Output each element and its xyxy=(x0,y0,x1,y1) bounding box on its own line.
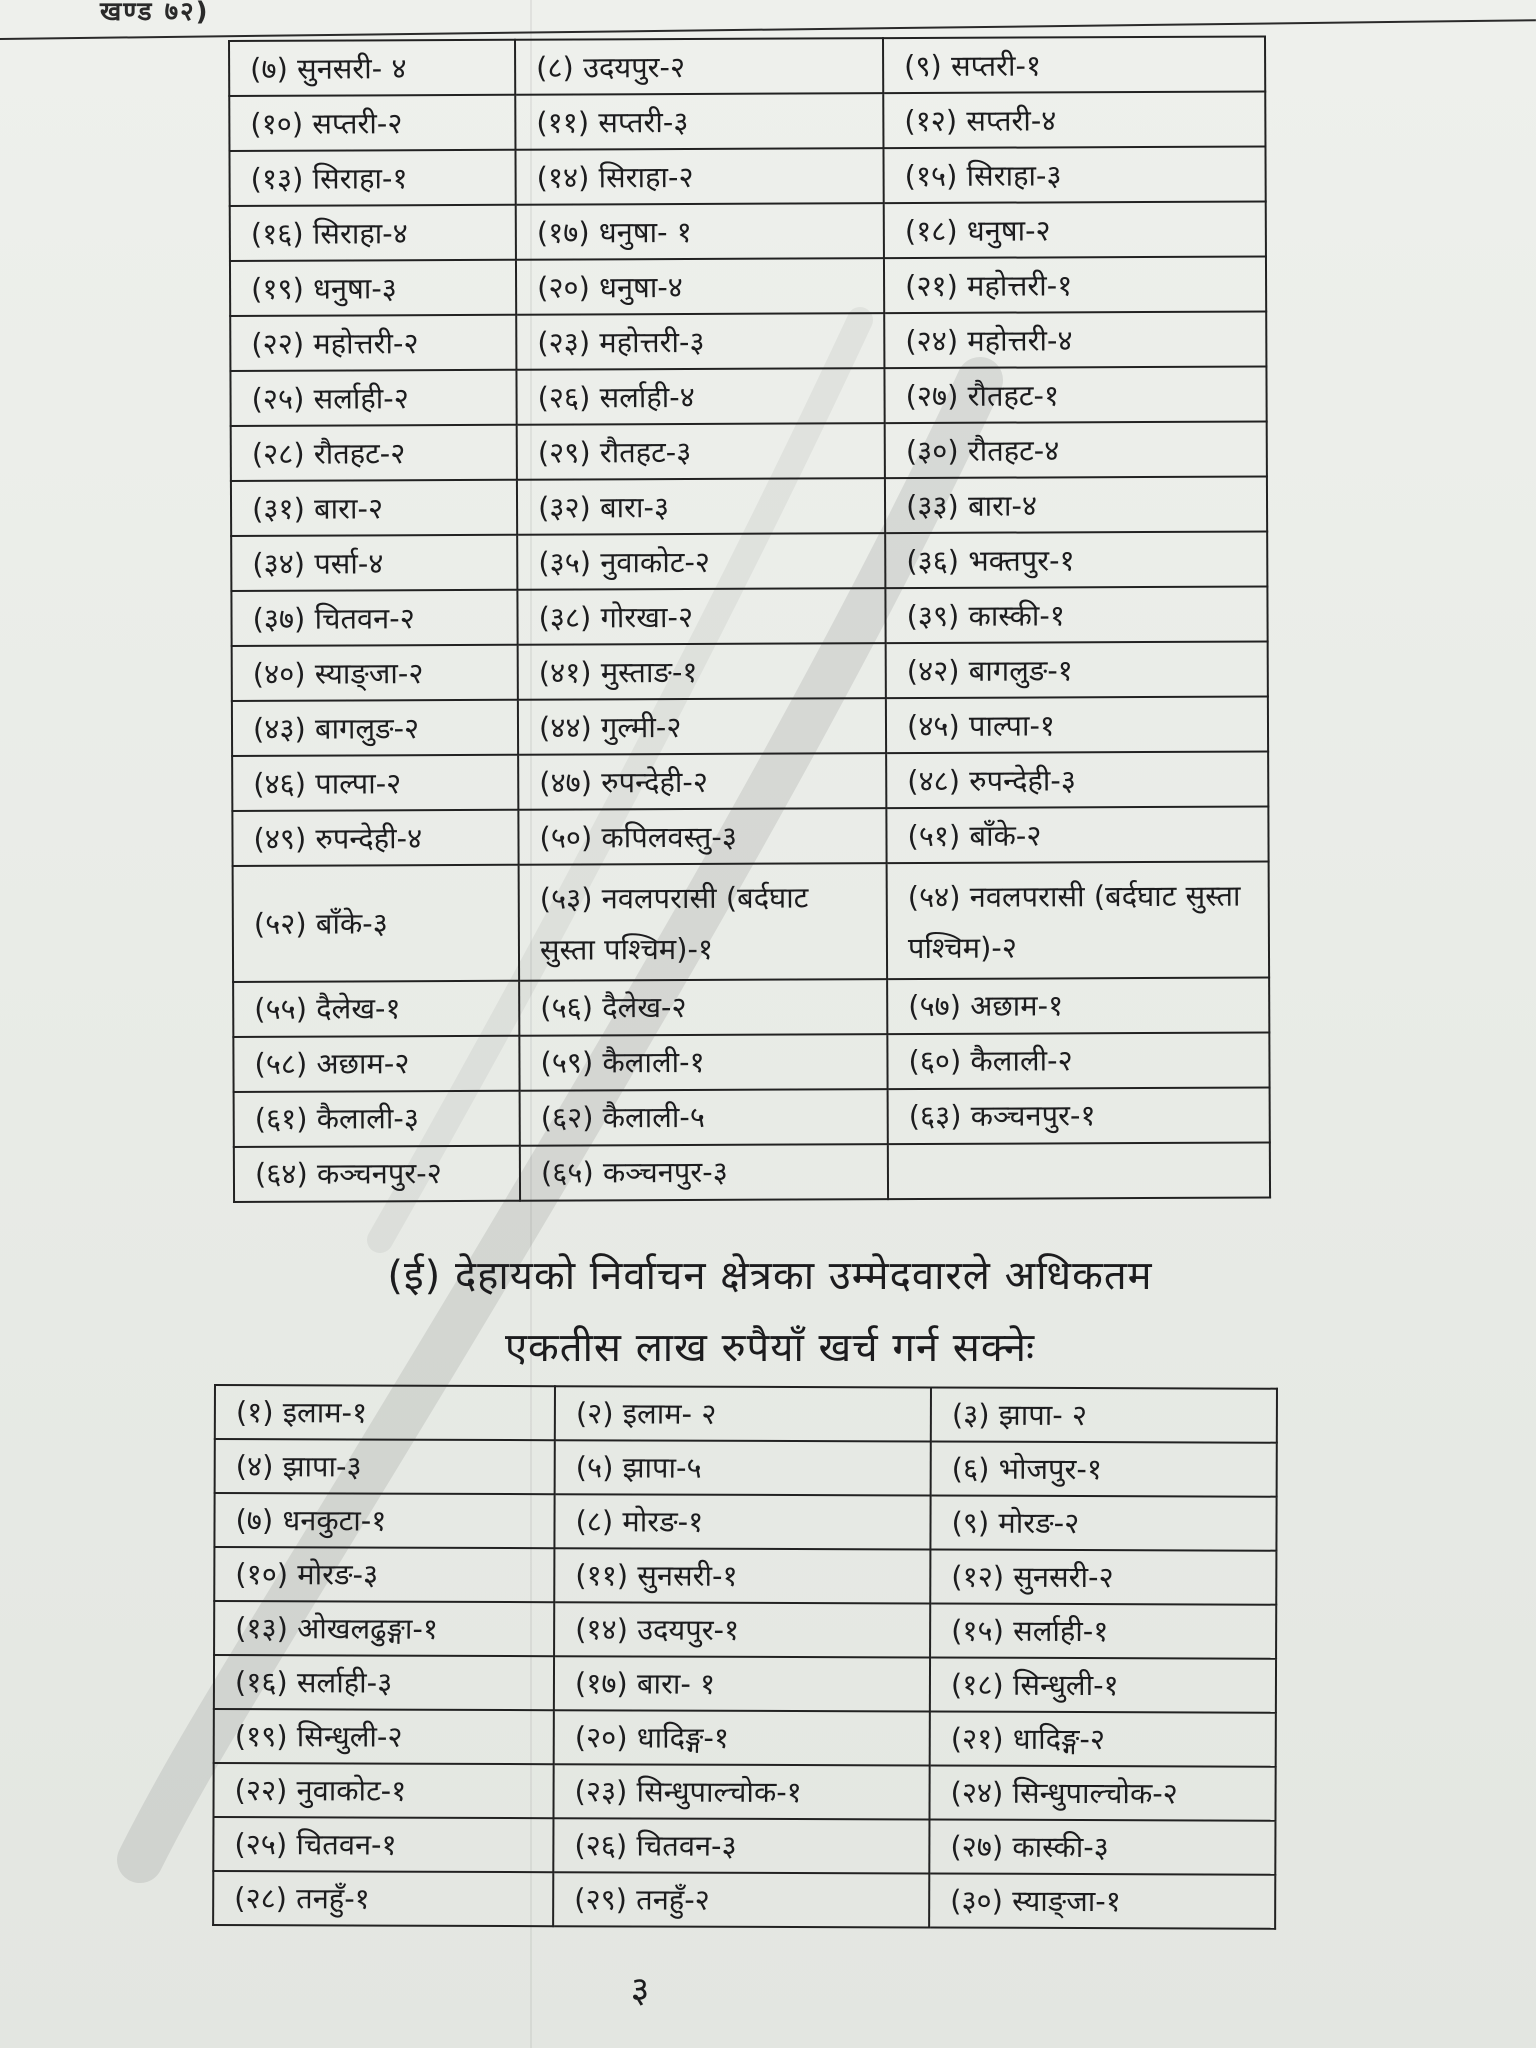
constituency-cell: (६) भोजपुर-१ xyxy=(931,1442,1277,1497)
header-fragment: खण्ड ७२) xyxy=(100,0,210,27)
constituency-cell: (१२) सुनसरी-२ xyxy=(930,1550,1276,1605)
constituency-cell: (३०) रौतहट-४ xyxy=(885,421,1267,478)
constituency-cell: (२४) महोत्तरी-४ xyxy=(884,311,1266,368)
constituency-cell: (५९) कैलाली-१ xyxy=(519,1034,887,1091)
constituency-cell: (१५) सर्लाही-१ xyxy=(930,1604,1276,1659)
table-row xyxy=(213,1763,1275,1821)
section-heading-line-2: एकतीस लाख रुपैयाँ खर्च गर्न सक्नेः xyxy=(504,1325,1036,1371)
constituency-cell: (६५) कञ्चनपुर-३ xyxy=(520,1144,888,1201)
table-row xyxy=(214,1547,1276,1605)
table-row xyxy=(231,531,1267,591)
constituency-cell: (२७) रौतहट-१ xyxy=(884,366,1266,423)
constituency-cell: (८) उदयपुर-२ xyxy=(515,38,883,95)
constituency-cell: (३२) बारा-३ xyxy=(517,478,885,535)
constituency-cell: (२४) सिन्धुपाल्चोक-२ xyxy=(929,1766,1275,1821)
table-row xyxy=(232,751,1268,811)
constituency-cell: (१७) बारा- १ xyxy=(554,1656,930,1711)
constituency-cell: (१९) सिन्धुली-२ xyxy=(214,1709,554,1764)
table-row xyxy=(234,1087,1270,1147)
constituency-cell: (१३) सिराहा-१ xyxy=(229,150,515,206)
constituency-cell: (७) धनकुटा-१ xyxy=(214,1493,554,1548)
table-row xyxy=(230,311,1266,371)
constituency-cell: (७) सुनसरी- ४ xyxy=(229,40,515,96)
constituency-cell: (२०) धनुषा-४ xyxy=(516,258,884,315)
table-row xyxy=(213,1817,1275,1875)
constituency-cell: (२१) धादिङ्ग-२ xyxy=(930,1712,1276,1767)
constituency-cell: (१०) मोरङ-३ xyxy=(214,1547,554,1602)
constituency-cell: (४५) पाल्पा-१ xyxy=(886,696,1268,753)
constituency-cell: (१५) सिराहा-३ xyxy=(883,146,1265,203)
constituency-cell: (१६) सिराहा-४ xyxy=(230,205,516,261)
table-row xyxy=(233,1032,1269,1092)
constituency-cell: (४२) बागलुङ-१ xyxy=(886,641,1268,698)
constituency-cell: (३८) गोरखा-२ xyxy=(517,588,885,645)
constituency-cell: (५२) बाँके-३ xyxy=(233,865,520,982)
constituency-cell: (५) झापा-५ xyxy=(555,1440,931,1495)
constituency-cell: (२९) तनहुँ-२ xyxy=(553,1872,929,1927)
table-row xyxy=(231,421,1267,481)
page-number: ३ xyxy=(630,1970,650,2011)
constituency-cell: (२०) धादिङ्ग-१ xyxy=(554,1710,930,1765)
table-row xyxy=(213,1871,1275,1929)
constituency-cell: (३४) पर्सा-४ xyxy=(231,535,517,591)
constituency-cell xyxy=(888,1142,1270,1199)
constituency-cell: (२१) महोत्तरी-१ xyxy=(884,256,1266,313)
constituency-cell: (४०) स्याङ्जा-२ xyxy=(232,645,518,701)
table-row xyxy=(231,476,1267,536)
constituency-cell: (५५) दैलेख-१ xyxy=(233,980,519,1036)
table-row xyxy=(234,1142,1270,1202)
constituency-cell: (१४) सिराहा-२ xyxy=(515,148,883,205)
constituency-cell: (६३) कञ्चनपुर-१ xyxy=(888,1087,1270,1144)
table-row xyxy=(233,861,1269,981)
constituency-cell: (१२) सप्तरी-४ xyxy=(883,91,1265,148)
constituency-cell: (३६) भक्तपुर-१ xyxy=(885,531,1267,588)
constituency-cell: (४६) पाल्पा-२ xyxy=(232,755,518,811)
constituency-cell: (५३) नवलपरासी (बर्दघाट सुस्ता पश्चिम)-१ xyxy=(519,863,888,980)
constituency-cell: (१४) उदयपुर-१ xyxy=(554,1602,930,1657)
table-row xyxy=(232,641,1268,701)
table-row xyxy=(214,1709,1276,1767)
section-heading xyxy=(180,1240,1360,1384)
constituency-cell: (४१) मुस्ताङ-१ xyxy=(518,643,886,700)
constituency-cell: (३९) कास्की-१ xyxy=(885,586,1267,643)
table-row xyxy=(229,146,1265,206)
constituency-cell: (५४) नवलपरासी (बर्दघाट सुस्ता पश्चिम)-२ xyxy=(887,861,1270,978)
table-row xyxy=(232,696,1268,756)
table-row xyxy=(215,1439,1277,1497)
table-row xyxy=(233,977,1269,1037)
constituency-cell: (२५) सर्लाही-२ xyxy=(230,370,516,426)
constituency-cell: (५१) बाँके-२ xyxy=(886,806,1268,863)
table-row xyxy=(231,586,1267,646)
constituency-cell: (१८) सिन्धुली-१ xyxy=(930,1658,1276,1713)
constituency-cell: (२२) महोत्तरी-२ xyxy=(230,315,516,371)
constituency-cell: (१) इलाम-१ xyxy=(215,1385,555,1440)
constituency-cell: (२) इलाम- २ xyxy=(555,1386,931,1441)
table-row xyxy=(230,256,1266,316)
constituency-cell: (५६) दैलेख-२ xyxy=(519,979,887,1036)
constituency-cell: (५७) अछाम-१ xyxy=(887,977,1269,1034)
constituency-cell: (२६) सर्लाही-४ xyxy=(516,368,884,425)
constituency-cell: (४९) रुपन्देही-४ xyxy=(232,810,518,866)
constituency-cell: (१६) सर्लाही-३ xyxy=(214,1655,554,1710)
constituency-cell: (१९) धनुषा-३ xyxy=(230,260,516,316)
constituency-table-bottom xyxy=(212,1384,1278,1930)
constituency-cell: (३३) बारा-४ xyxy=(885,476,1267,533)
constituency-cell: (६२) कैलाली-५ xyxy=(520,1089,888,1146)
constituency-cell: (११) सप्तरी-३ xyxy=(515,93,883,150)
constituency-cell: (९) सप्तरी-१ xyxy=(883,36,1265,93)
constituency-cell: (३) झापा- २ xyxy=(931,1388,1277,1443)
constituency-cell: (६१) कैलाली-३ xyxy=(234,1090,520,1146)
table-row xyxy=(230,366,1266,426)
constituency-cell: (१३) ओखलढुङ्गा-१ xyxy=(214,1601,554,1656)
constituency-cell: (१७) धनुषा- १ xyxy=(516,203,884,260)
table-row xyxy=(214,1655,1276,1713)
constituency-cell: (८) मोरङ-१ xyxy=(554,1494,930,1549)
constituency-cell: (२६) चितवन-३ xyxy=(553,1818,929,1873)
constituency-cell: (११) सुनसरी-१ xyxy=(554,1548,930,1603)
constituency-cell: (२८) रौतहट-२ xyxy=(231,425,517,481)
constituency-cell: (४३) बागलुङ-२ xyxy=(232,700,518,756)
constituency-cell: (३१) बारा-२ xyxy=(231,480,517,536)
table-row xyxy=(215,1385,1277,1443)
constituency-cell: (१०) सप्तरी-२ xyxy=(229,95,515,151)
section-heading-line-1: (ई) देहायको निर्वाचन क्षेत्रका उम्मेदवारले अधिकतम xyxy=(387,1253,1153,1299)
constituency-cell: (४८) रुपन्देही-३ xyxy=(886,751,1268,808)
table-row xyxy=(229,36,1265,96)
constituency-cell: (६४) कञ्चनपुर-२ xyxy=(234,1145,520,1201)
constituency-cell: (२३) सिन्धुपाल्चोक-१ xyxy=(553,1764,929,1819)
constituency-cell: (९) मोरङ-२ xyxy=(930,1496,1276,1551)
table-row xyxy=(232,806,1268,866)
constituency-cell: (३०) स्याङ्जा-१ xyxy=(929,1873,1275,1928)
constituency-cell: (२३) महोत्तरी-३ xyxy=(516,313,884,370)
table-row xyxy=(214,1493,1276,1551)
constituency-cell: (५८) अछाम-२ xyxy=(233,1035,519,1091)
constituency-cell: (३५) नुवाकोट-२ xyxy=(517,533,885,590)
constituency-cell: (५०) कपिलवस्तु-३ xyxy=(518,808,886,865)
constituency-cell: (४७) रुपन्देही-२ xyxy=(518,753,886,810)
constituency-cell: (१८) धनुषा-२ xyxy=(884,201,1266,258)
constituency-cell: (४४) गुल्मी-२ xyxy=(518,698,886,755)
constituency-cell: (२२) नुवाकोट-१ xyxy=(213,1763,553,1818)
table-row xyxy=(230,201,1266,261)
constituency-cell: (३७) चितवन-२ xyxy=(231,590,517,646)
constituency-cell: (२५) चितवन-१ xyxy=(213,1817,553,1872)
table-row xyxy=(214,1601,1276,1659)
constituency-cell: (४) झापा-३ xyxy=(215,1439,555,1494)
constituency-cell: (२९) रौतहट-३ xyxy=(517,423,885,480)
constituency-cell: (२८) तनहुँ-१ xyxy=(213,1871,553,1926)
constituency-cell: (२७) कास्की-३ xyxy=(929,1820,1275,1875)
table-row xyxy=(229,91,1265,151)
constituency-table-top xyxy=(228,35,1271,1202)
constituency-cell: (६०) कैलाली-२ xyxy=(887,1032,1269,1089)
